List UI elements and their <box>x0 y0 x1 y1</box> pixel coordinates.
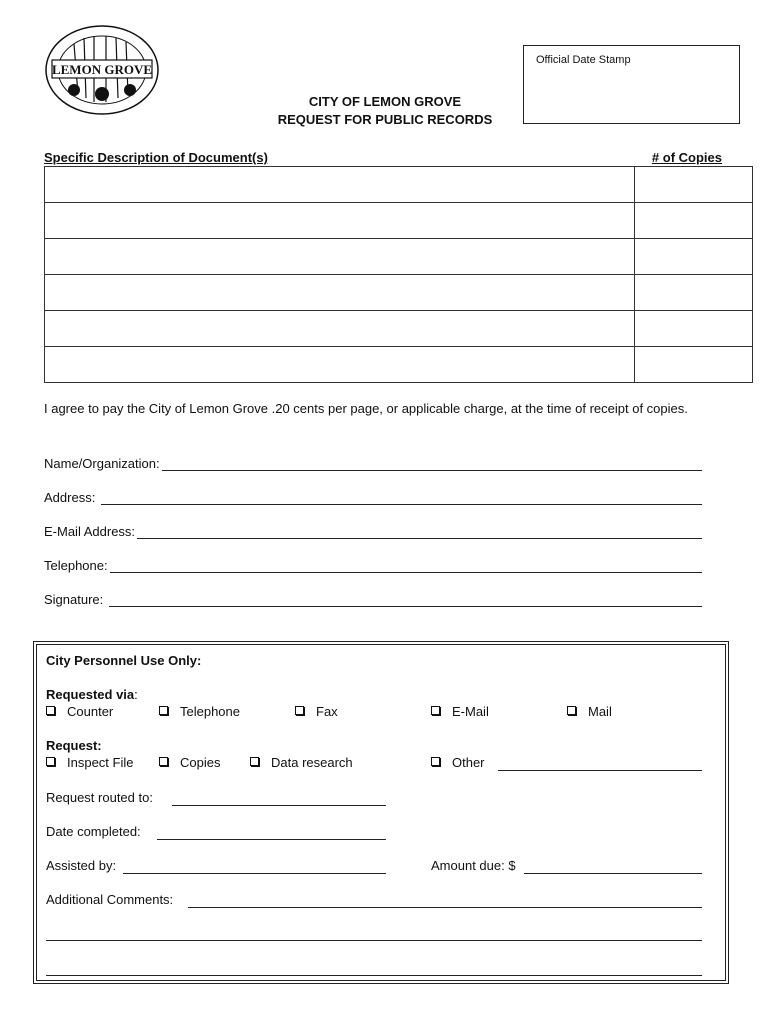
telephone-line[interactable] <box>110 558 702 573</box>
checkbox-icon[interactable] <box>46 757 55 766</box>
requested-via-label: Requested via <box>46 687 135 702</box>
official-date-stamp-box <box>523 45 740 124</box>
signature-field[interactable] <box>44 589 702 607</box>
checkbox-counter[interactable]: Counter <box>46 704 113 719</box>
seal-wordmark: LEMON GROVE <box>51 62 153 77</box>
payment-agreement: I agree to pay the City of Lemon Grove .20 cents per page, or applicable charge, at the time of receipt of copies. <box>44 401 688 416</box>
comments-line-2[interactable] <box>46 940 702 941</box>
description-cell[interactable] <box>45 275 635 311</box>
checkbox-mail[interactable]: Mail <box>567 704 612 719</box>
signature-label: Signature: <box>44 592 104 607</box>
email-label: E-Mail Address: <box>44 524 136 539</box>
checkbox-fax[interactable]: Fax <box>295 704 338 719</box>
name-label: Name/Organization: <box>44 456 160 471</box>
title-form: REQUEST FOR PUBLIC RECORDS <box>277 112 493 127</box>
copies-header: # of Copies <box>651 150 722 165</box>
city-personnel-section <box>33 641 729 984</box>
date-completed-label: Date completed: <box>46 824 141 839</box>
checkbox-inspect-file[interactable]: Inspect File <box>46 755 133 770</box>
checkbox-icon[interactable] <box>431 706 440 715</box>
checkbox-telephone[interactable]: Telephone <box>159 704 240 719</box>
table-row <box>45 203 753 239</box>
name-organization-field[interactable] <box>44 453 702 471</box>
routed-to-line[interactable] <box>172 805 386 806</box>
copies-cell[interactable] <box>635 167 753 203</box>
description-cell[interactable] <box>45 167 635 203</box>
table-row <box>45 347 753 383</box>
assisted-by-label: Assisted by: <box>46 858 117 873</box>
amount-due-line[interactable] <box>524 873 702 874</box>
checkbox-icon[interactable] <box>567 706 576 715</box>
comments-line-3[interactable] <box>46 975 702 976</box>
form-title <box>260 93 510 129</box>
description-cell[interactable] <box>45 311 635 347</box>
signature-line[interactable] <box>109 592 702 607</box>
amount-due-label: Amount due: $ <box>431 858 516 873</box>
checkbox-icon[interactable] <box>46 706 55 715</box>
checkbox-icon[interactable] <box>159 706 168 715</box>
email-line[interactable] <box>137 524 702 539</box>
table-row <box>45 239 753 275</box>
checkbox-icon[interactable] <box>250 757 259 766</box>
name-line[interactable] <box>162 456 702 471</box>
assisted-by-line[interactable] <box>123 873 386 874</box>
table-row <box>45 311 753 347</box>
comments-line-1[interactable] <box>188 907 702 908</box>
description-cell[interactable] <box>45 239 635 275</box>
checkbox-email[interactable]: E-Mail <box>431 704 489 719</box>
additional-comments-label: Additional Comments: <box>46 892 174 907</box>
telephone-field[interactable] <box>44 555 702 573</box>
copies-cell[interactable] <box>635 347 753 383</box>
routed-to-label: Request routed to: <box>46 790 153 805</box>
table-row <box>45 275 753 311</box>
requested-via-colon: : <box>134 687 138 702</box>
checkbox-other[interactable]: Other <box>431 755 485 770</box>
checkbox-icon[interactable] <box>159 757 168 766</box>
other-line[interactable] <box>498 770 702 771</box>
table-row <box>45 167 753 203</box>
request-label: Request: <box>46 738 102 753</box>
email-field[interactable] <box>44 521 702 539</box>
description-cell[interactable] <box>45 347 635 383</box>
title-city: CITY OF LEMON GROVE <box>308 94 462 109</box>
description-cell[interactable] <box>45 203 635 239</box>
checkbox-icon[interactable] <box>295 706 304 715</box>
checkbox-data-research[interactable]: Data research <box>250 755 353 770</box>
documents-table <box>44 166 753 383</box>
city-seal-logo <box>44 24 160 116</box>
stamp-label: Official Date Stamp <box>536 54 631 66</box>
address-label: Address: <box>44 490 96 505</box>
requested-via-heading <box>46 687 138 702</box>
copies-cell[interactable] <box>635 203 753 239</box>
checkbox-copies[interactable]: Copies <box>159 755 220 770</box>
address-line[interactable] <box>101 490 702 505</box>
date-completed-line[interactable] <box>157 839 386 840</box>
copies-cell[interactable] <box>635 311 753 347</box>
checkbox-icon[interactable] <box>431 757 440 766</box>
copies-cell[interactable] <box>635 275 753 311</box>
copies-cell[interactable] <box>635 239 753 275</box>
personnel-heading: City Personnel Use Only: <box>46 653 202 668</box>
description-header: Specific Description of Document(s) <box>44 150 268 165</box>
address-field[interactable] <box>44 487 702 505</box>
telephone-label: Telephone: <box>44 558 108 573</box>
